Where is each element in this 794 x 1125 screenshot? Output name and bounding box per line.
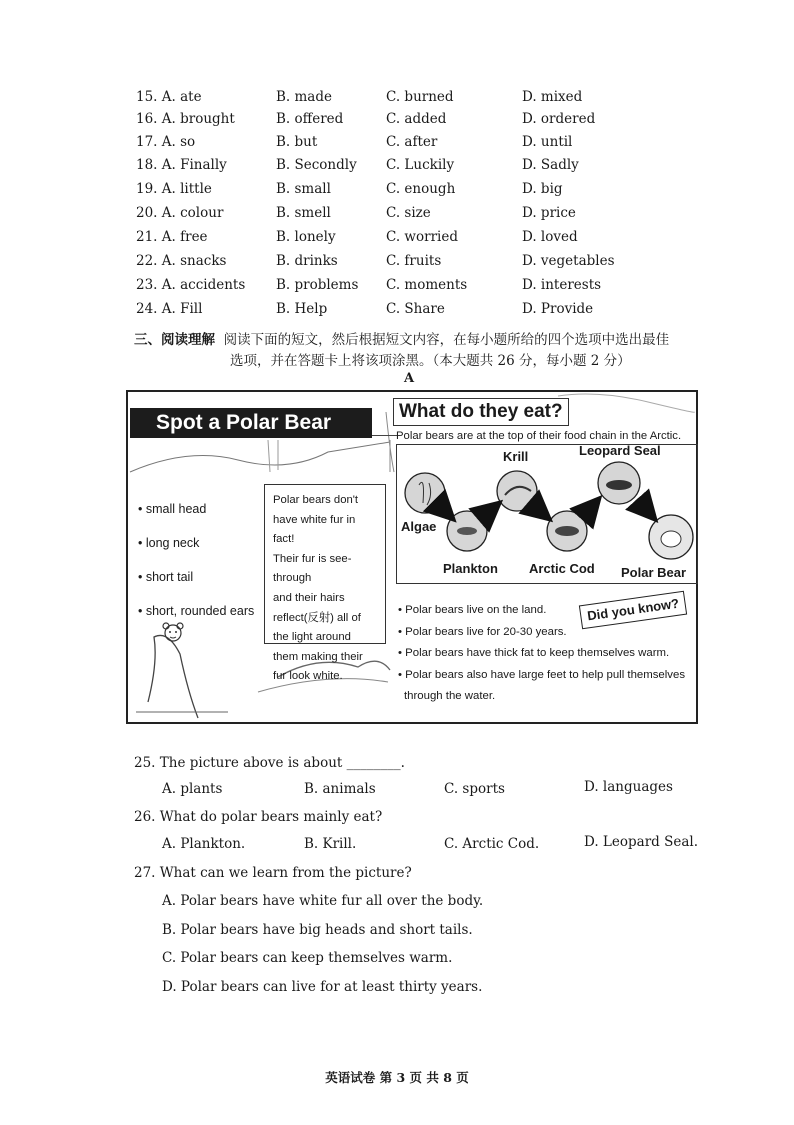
option-b: B. small — [276, 181, 331, 197]
fact-line: the light around — [273, 631, 351, 644]
fact-item: • Polar bears also have large feet to help pull themselves — [398, 668, 686, 681]
facts-list — [398, 600, 698, 708]
fact-item: through the water. — [404, 690, 496, 702]
option-c[interactable]: C. sports — [444, 781, 505, 797]
label-algae: Algae — [401, 519, 437, 534]
option-row — [0, 229, 794, 251]
option-a: 24. A. Fill — [136, 301, 203, 317]
option-a[interactable]: A. Polar bears have white fur all over the body. — [162, 893, 484, 909]
option-row — [0, 111, 794, 133]
section-heading — [134, 330, 694, 372]
fact-item: • Polar bears live on the land. — [398, 604, 547, 616]
option-c: C. after — [386, 134, 438, 150]
polar-bear-poster — [126, 390, 698, 724]
option-d: D. Sadly — [522, 157, 579, 173]
fact-item: • Polar bears live for 20-30 years. — [398, 625, 567, 638]
section-instruction-2: 选项，并在答题卡上将该项涂黑。（本大题共 26 分，每小题 2 分） — [230, 353, 631, 369]
option-row — [0, 301, 794, 323]
option-c: C. Luckily — [386, 157, 455, 173]
option-c[interactable]: C. Arctic Cod. — [444, 836, 540, 852]
option-d: D. big — [522, 181, 563, 197]
option-a[interactable]: A. plants — [162, 781, 223, 797]
label-leopard-seal: Leopard Seal — [579, 443, 661, 458]
option-c: C. worried — [386, 229, 458, 245]
option-d: D. ordered — [522, 111, 596, 127]
algae-icon — [405, 473, 445, 513]
question-stem: 25. The picture above is about ________. — [134, 755, 405, 771]
option-c: C. Share — [386, 301, 445, 317]
option-a: 19. A. little — [136, 181, 212, 197]
option-d: D. vegetables — [522, 253, 615, 269]
option-d: D. mixed — [522, 89, 583, 105]
option-c: C. added — [386, 111, 447, 127]
label-plankton: Plankton — [443, 561, 498, 576]
option-a: 17. A. so — [136, 134, 196, 150]
option-a: 22. A. snacks — [136, 253, 227, 269]
option-a: 21. A. free — [136, 229, 208, 245]
option-d: D. Provide — [522, 301, 594, 317]
option-a: 15. A. ate — [136, 89, 202, 105]
feature-item: • short tail — [138, 570, 194, 584]
label-polar-bear: Polar Bear — [621, 565, 687, 580]
option-c: C. fruits — [386, 253, 442, 269]
question-stem: 27. What can we learn from the picture? — [134, 865, 412, 881]
feature-item: • long neck — [138, 536, 200, 550]
option-row — [0, 253, 794, 275]
option-row — [0, 277, 794, 299]
option-d: D. interests — [522, 277, 602, 293]
option-a: 23. A. accidents — [136, 277, 246, 293]
option-b: B. Help — [276, 301, 328, 317]
option-b: B. smell — [276, 205, 331, 221]
option-d: D. loved — [522, 229, 578, 245]
option-c: C. enough — [386, 181, 456, 197]
section-title: 三、阅读理解 — [134, 332, 215, 348]
fur-fact-box — [264, 484, 386, 683]
option-row — [0, 134, 794, 156]
option-a: 18. A. Finally — [136, 157, 227, 173]
fact-item: • Polar bears have thick fat to keep themselves warm. — [398, 647, 670, 659]
option-b: B. problems — [276, 277, 359, 293]
option-d[interactable]: D. languages — [584, 779, 673, 795]
option-b: B. but — [276, 134, 318, 150]
fact-line: fur look white. — [273, 670, 343, 683]
question-stem: 26. What do polar bears mainly eat? — [134, 809, 383, 825]
option-b: B. lonely — [276, 229, 336, 245]
label-krill: Krill — [503, 449, 529, 464]
option-b[interactable]: B. Krill. — [304, 836, 357, 852]
what-do-they-eat-title: What do they eat? — [393, 398, 569, 426]
option-a: 16. A. brought — [136, 111, 235, 127]
option-c: C. burned — [386, 89, 454, 105]
features-list — [138, 492, 254, 628]
option-b[interactable]: B. Polar bears have big heads and short tails. — [162, 922, 473, 938]
fact-line: reflect(反射) all of — [273, 611, 361, 624]
spot-title: Spot a Polar Bear — [130, 408, 372, 438]
passage-label: A — [404, 371, 415, 386]
option-d: D. until — [522, 134, 573, 150]
option-a[interactable]: A. Plankton. — [162, 836, 246, 852]
section-instruction: 阅读下面的短文，然后根据短文内容，在每小题所给的四个选项中选出最佳 — [223, 332, 670, 348]
option-a: 20. A. colour — [136, 205, 224, 221]
food-chain-diagram — [396, 444, 698, 584]
option-row — [0, 89, 794, 111]
option-d: D. price — [522, 205, 576, 221]
fact-line: have white fur in fact! — [273, 513, 356, 546]
did-you-know-badge: Did you know? — [579, 591, 688, 630]
fact-line: Polar bears don't — [273, 494, 359, 506]
option-b: B. made — [276, 89, 332, 105]
option-c: C. size — [386, 205, 431, 221]
option-c[interactable]: C. Polar bears can keep themselves warm. — [162, 950, 453, 966]
option-b[interactable]: B. animals — [304, 781, 376, 797]
option-b: B. offered — [276, 111, 344, 127]
title-rule — [372, 435, 397, 436]
feature-item: • short, rounded ears — [138, 604, 255, 618]
fact-line: Their fur is see-through — [273, 552, 352, 585]
option-c: C. moments — [386, 277, 468, 293]
option-b: B. Secondly — [276, 157, 357, 173]
option-d[interactable]: D. Leopard Seal. — [584, 834, 698, 850]
feature-item: • small head — [138, 502, 207, 516]
option-b: B. drinks — [276, 253, 338, 269]
food-chain-caption: Polar bears are at the top of their food chain in the Arctic. — [396, 430, 682, 442]
option-d[interactable]: D. Polar bears can live for at least thirty years. — [162, 979, 483, 995]
fact-line: and their hairs — [273, 591, 345, 604]
page-footer: 英语试卷 第 3 页 共 8 页 — [325, 1070, 469, 1085]
option-row — [0, 157, 794, 179]
option-row — [0, 205, 794, 227]
option-row — [0, 181, 794, 203]
label-arctic-cod: Arctic Cod — [529, 561, 595, 576]
fact-line: them making their — [273, 650, 363, 663]
bear-face-icon — [158, 620, 188, 644]
